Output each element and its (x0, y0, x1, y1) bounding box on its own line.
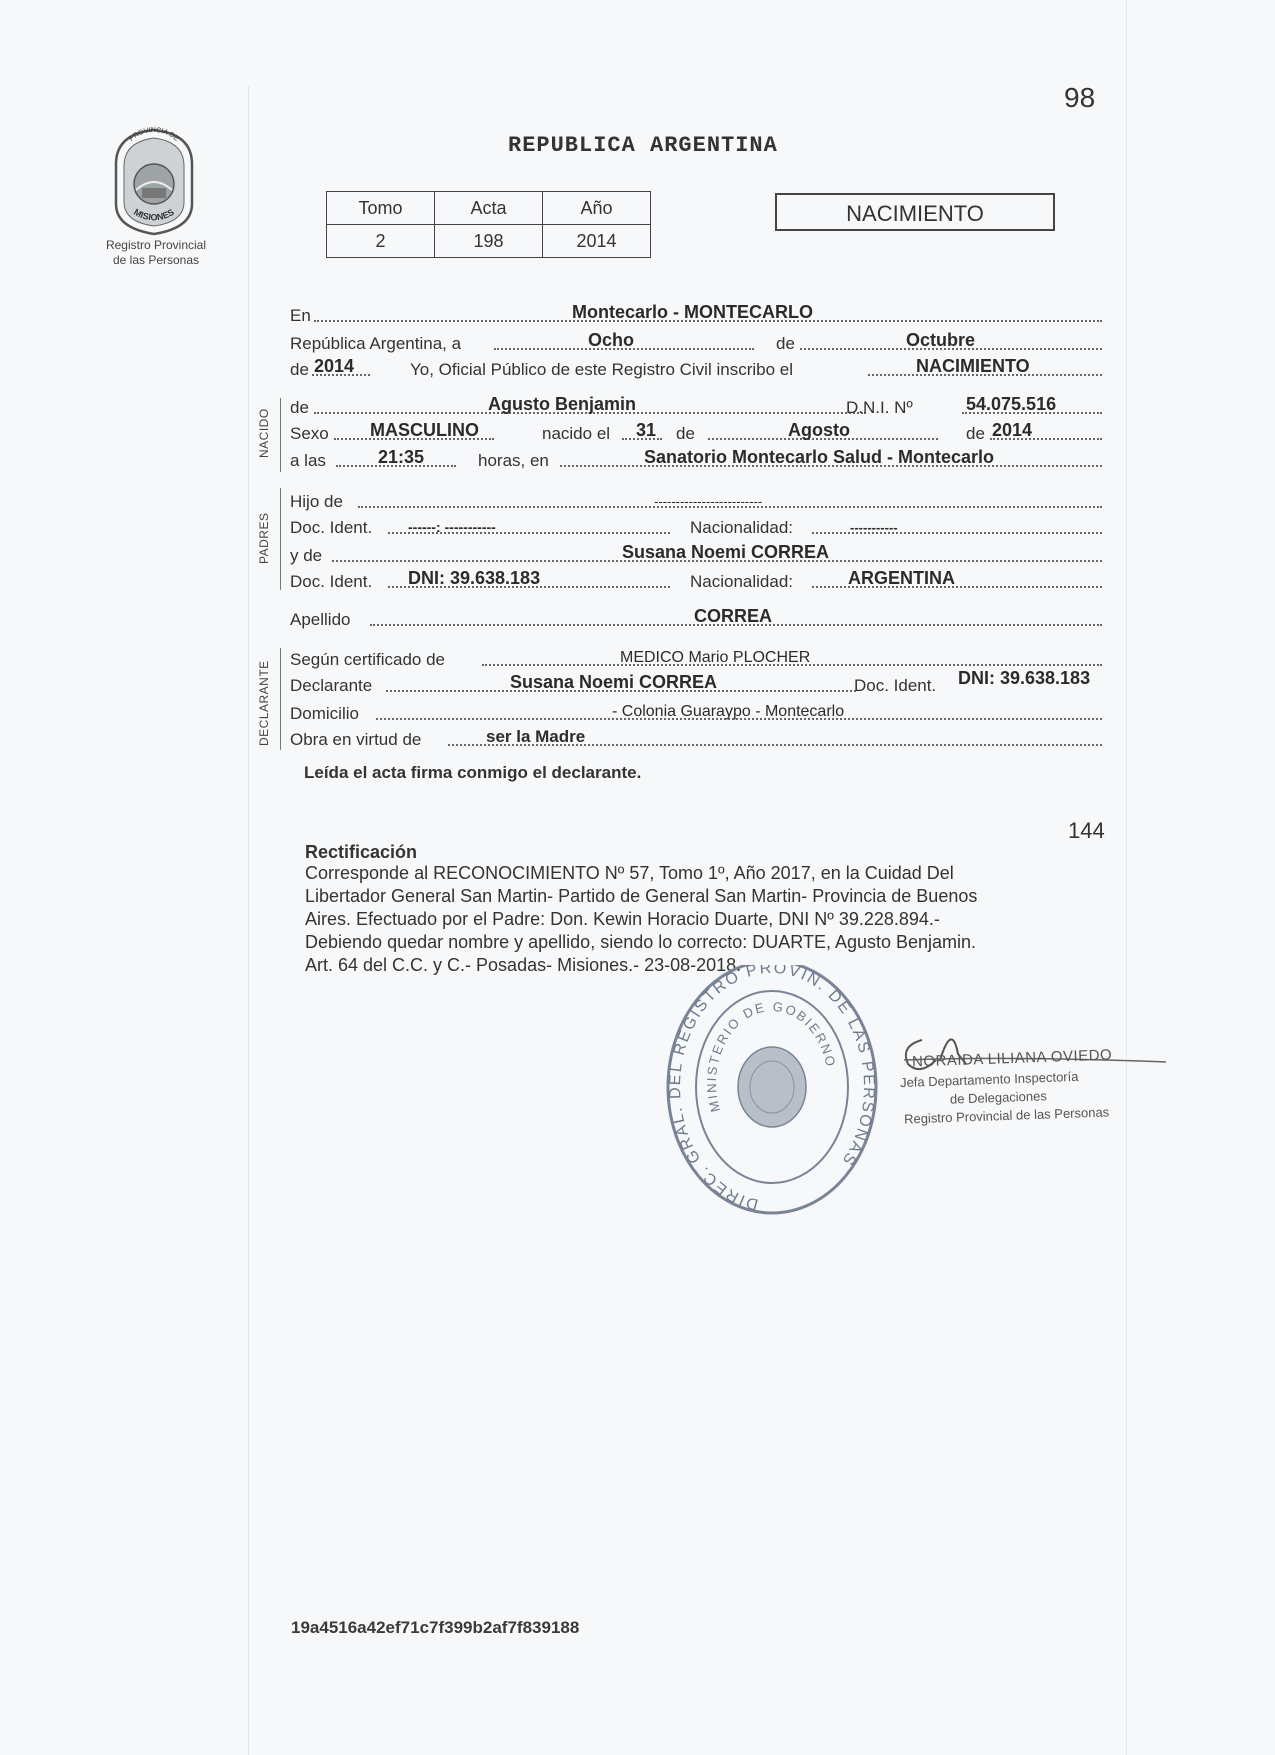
doc-ident-label-1: Doc. Ident. (290, 518, 373, 537)
record-type-box: NACIMIENTO (775, 193, 1055, 231)
padre-value: ------------------------- (654, 494, 763, 509)
en-value: Montecarlo - MONTECARLO (572, 302, 813, 322)
declarante-value: Susana Noemi CORREA (510, 672, 718, 692)
row-oficial (290, 354, 1102, 380)
rectificacion-line: Debiendo quedar nombre y apellido, siendo lo correcto: DUARTE, Agusto Benjamin. (305, 932, 977, 952)
horas-en-label: horas, en (478, 451, 549, 470)
nacido-el-label: nacido el (542, 424, 611, 443)
book-table-header-tomo: Tomo (327, 192, 435, 225)
madre-nac-value: ARGENTINA (848, 568, 955, 588)
signature-title-line3: Registro Provincial de las Personas (903, 1104, 1110, 1127)
domicilio-value: - Colonia Guaraypo - Montecarlo (612, 703, 845, 720)
signature-name: NORAIDA LILIANA OVIEDO (911, 1046, 1113, 1071)
y-de-label: y de (290, 546, 323, 565)
nacido-de-label: de (290, 398, 309, 417)
rectificacion-line: Libertador General San Martin- Partido de General San Martin- Provincia de Buenos (305, 886, 978, 906)
row-republica (290, 328, 1102, 354)
padres-section-bar (280, 488, 281, 590)
rectificacion-line: Aires. Efectuado por el Padre: Don. Kewin Horacio Duarte, DNI Nº 39.228.894.- (305, 909, 940, 929)
en-label: En (290, 306, 311, 325)
oficial-text: Yo, Oficial Público de este Registro Civil inscribo el (410, 360, 793, 379)
seal-caption-line2: de las Personas (112, 253, 200, 267)
mes-value: Octubre (906, 330, 976, 350)
sexo-label: Sexo (290, 424, 329, 443)
book-table-value-tomo: 2 (327, 225, 435, 258)
nac-mes-value: Agosto (788, 420, 850, 440)
decl-doc-value: DNI: 39.638.183 (958, 668, 1091, 688)
dni-label: D.N.I. Nº (846, 398, 913, 417)
sexo-value: MASCULINO (370, 420, 479, 440)
inscribo-value: NACIMIENTO (916, 356, 1030, 376)
domicilio-label: Domicilio (290, 704, 359, 723)
a-las-label: a las (290, 451, 326, 470)
lugar-value: Sanatorio Montecarlo Salud - Montecarlo (644, 447, 995, 467)
madre-doc-value: DNI: 39.638.183 (408, 568, 541, 588)
note-number: 144 (1068, 818, 1105, 843)
page-number: 98 (1064, 82, 1096, 113)
apellido-value: CORREA (694, 606, 773, 626)
de-year-label: de (290, 360, 309, 379)
side-label-declarante: DECLARANTE (257, 660, 271, 746)
row-nombre (290, 392, 1102, 418)
closing-statement: Leída el acta firma conmigo el declarante. (304, 763, 642, 782)
book-table-header-ano: Año (543, 192, 651, 225)
nac-de-year-label: de (966, 424, 985, 443)
book-table-header-acta: Acta (435, 192, 543, 225)
stamp-ring-text: DIREC. GRAL. DEL REGISTRO PROVIN. DE LAS PERSONAS (666, 965, 878, 1213)
book-table-value-acta: 198 (435, 225, 543, 258)
nacionalidad-label-1: Nacionalidad: (690, 518, 794, 537)
nac-dia-value: 31 (636, 420, 657, 440)
seal-caption (86, 238, 226, 268)
document-hash: 19a4516a42ef71c7f399b2af7f839188 (291, 1618, 580, 1637)
book-table-value-ano: 2014 (543, 225, 651, 258)
dni-value: 54.075.516 (966, 394, 1057, 414)
rectificacion-line: Corresponde al RECONOCIMIENTO Nº 57, Tomo 1º, Año 2017, en la Cuidad Del (305, 863, 954, 883)
seal-caption-line1: Registro Provincial (105, 238, 207, 252)
row-sexo (290, 418, 1102, 444)
apellido-label: Apellido (290, 610, 351, 629)
seal-top-text: PROVINCIA DE (128, 126, 180, 143)
declarante-section-bar (280, 648, 281, 750)
nacido-section-bar (280, 398, 281, 472)
obra-value: ser la Madre (486, 727, 586, 746)
rectificacion-title: Rectificación (305, 842, 418, 862)
dia-value: Ocho (588, 330, 635, 350)
side-label-nacido: NACIDO (257, 408, 271, 458)
page-edge-right (1126, 0, 1127, 1755)
doc-ident-label-2: Doc. Ident. (290, 572, 373, 591)
madre-value: Susana Noemi CORREA (622, 542, 830, 562)
decl-doc-label: Doc. Ident. (854, 676, 937, 695)
nacionalidad-label-2: Nacionalidad: (690, 572, 794, 591)
row-declarante (290, 670, 1102, 696)
obra-label: Obra en virtud de (290, 730, 422, 749)
official-stamp (664, 965, 880, 1225)
row-madre-doc (290, 566, 1102, 592)
de-label: de (776, 334, 795, 353)
row-domicilio (290, 698, 1102, 724)
row-obra (290, 724, 1102, 750)
rectificacion-text (305, 862, 1085, 977)
seal-bottom-text: MISIONES (132, 206, 176, 223)
row-padre-doc (290, 512, 1102, 538)
declarante-label: Declarante (290, 676, 373, 695)
book-table (326, 191, 651, 258)
page-edge (248, 86, 249, 1755)
document-title: REPUBLICA ARGENTINA (508, 133, 778, 158)
padre-doc-value: ------: ----------- (408, 519, 496, 535)
side-label-padres: PADRES (257, 512, 271, 564)
signature-title-line2: de Delegaciones (949, 1088, 1048, 1107)
rectificacion-line: Art. 64 del C.C. y C.- Posadas- Misiones.- 23-08-2018. (305, 955, 742, 975)
nombre-value: Agusto Benjamin (488, 394, 637, 414)
certificado-label: Según certificado de (290, 650, 445, 669)
signature-title-line1: Jefa Departamento Inspectoría (899, 1068, 1079, 1091)
stamp-inner-text: MINISTERIO DE GOBIERNO (703, 998, 839, 1114)
padre-nac-value: ----------- (850, 520, 898, 535)
republica-label: República Argentina, a (290, 334, 462, 353)
hijo-de-label: Hijo de (290, 492, 343, 511)
nac-year-value: 2014 (992, 420, 1033, 440)
province-seal (106, 124, 202, 236)
row-certificado (290, 644, 1102, 670)
nac-de-label: de (676, 424, 695, 443)
certificado-value: MEDICO Mario PLOCHER (620, 649, 811, 666)
row-y-de (290, 540, 1102, 566)
year-value: 2014 (314, 356, 355, 376)
row-hijo-de (290, 486, 1102, 512)
row-hora (290, 445, 1102, 471)
hora-value: 21:35 (378, 447, 425, 467)
row-en (290, 300, 1102, 326)
row-apellido (290, 604, 1102, 630)
